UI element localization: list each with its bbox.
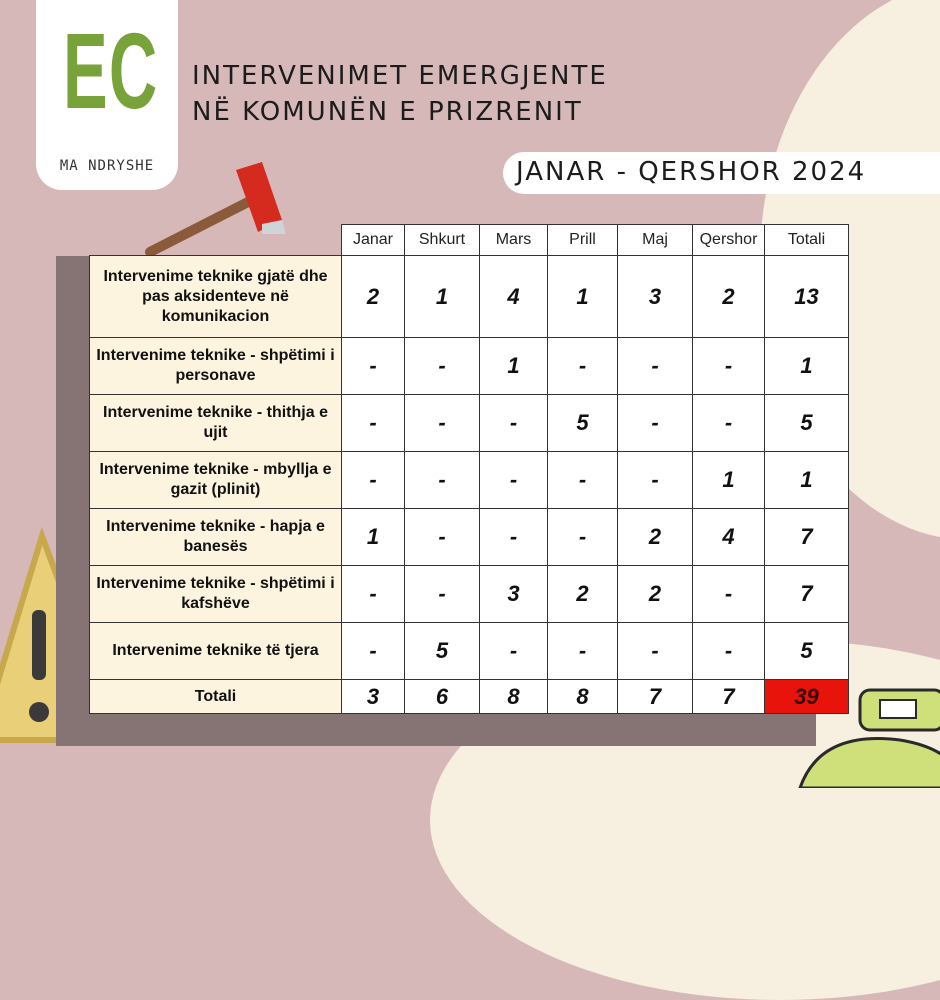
row-label: Intervenime teknike - thithja e ujit [90, 395, 342, 452]
logo-tagline: MA NDRYSHE [59, 158, 155, 174]
table-cell: - [405, 395, 480, 452]
header-row [90, 225, 849, 256]
table-cell: 1 [342, 509, 405, 566]
table-row [90, 256, 849, 338]
table-cell: - [693, 623, 765, 680]
column-total-cell: 7 [693, 680, 765, 714]
table-cell: - [548, 338, 618, 395]
column-total-cell: 8 [480, 680, 548, 714]
column-total-cell: 8 [548, 680, 618, 714]
table-cell: - [618, 395, 693, 452]
table-cell: - [548, 509, 618, 566]
table-cell: - [342, 566, 405, 623]
total-row-label: Totali [90, 680, 342, 714]
column-header: Prill [548, 225, 618, 256]
title-line-1: INTERVENIMET EMERGJENTE [192, 61, 608, 91]
interventions-table [89, 224, 849, 714]
table-cell: 4 [480, 256, 548, 338]
row-label: Intervenime teknike - mbyllja e gazit (plinit) [90, 452, 342, 509]
row-label: Intervenime teknike të tjera [90, 623, 342, 680]
table-corner [90, 225, 342, 256]
table-cell: - [405, 338, 480, 395]
column-header: Maj [618, 225, 693, 256]
table-cell: - [342, 452, 405, 509]
column-header: Mars [480, 225, 548, 256]
table-row [90, 566, 849, 623]
column-header: Janar [342, 225, 405, 256]
table-cell: 1 [548, 256, 618, 338]
table-cell: - [405, 566, 480, 623]
table-cell: - [693, 566, 765, 623]
row-total-cell: 1 [765, 452, 849, 509]
period-label: JANAR - QERSHOR 2024 [516, 157, 867, 187]
table-cell: - [342, 395, 405, 452]
row-label: Intervenime teknike - hapja e banesës [90, 509, 342, 566]
table-cell: - [618, 623, 693, 680]
row-label: Intervenime teknike gjatë dhe pas aksidenteve në komunikacion [90, 256, 342, 338]
table-cell: 3 [480, 566, 548, 623]
table-cell: 3 [618, 256, 693, 338]
table-cell: 2 [618, 566, 693, 623]
column-total-cell: 3 [342, 680, 405, 714]
table-cell: - [405, 452, 480, 509]
table-row [90, 338, 849, 395]
table-cell: - [480, 452, 548, 509]
table-cell: - [405, 509, 480, 566]
table-cell: - [548, 452, 618, 509]
table-cell: - [548, 623, 618, 680]
table-cell: 1 [405, 256, 480, 338]
table-cell: - [693, 395, 765, 452]
column-total-cell: 6 [405, 680, 480, 714]
table-row [90, 452, 849, 509]
row-label: Intervenime teknike - shpëtimi i personave [90, 338, 342, 395]
column-header: Totali [765, 225, 849, 256]
table-cell: - [480, 623, 548, 680]
table-cell: 5 [548, 395, 618, 452]
table-cell: - [693, 338, 765, 395]
column-header: Qershor [693, 225, 765, 256]
table-cell: 2 [342, 256, 405, 338]
title-line-2: NË KOMUNËN E PRIZRENIT [192, 97, 583, 127]
table-cell: 2 [618, 509, 693, 566]
table-cell: 2 [548, 566, 618, 623]
table-cell: - [480, 509, 548, 566]
logo-mark: EC [62, 10, 159, 131]
table-cell: - [342, 338, 405, 395]
grand-total-cell: 39 [765, 680, 849, 714]
row-total-cell: 1 [765, 338, 849, 395]
table-cell: - [480, 395, 548, 452]
row-total-cell: 5 [765, 623, 849, 680]
column-header: Shkurt [405, 225, 480, 256]
table-cell: 4 [693, 509, 765, 566]
table-row [90, 509, 849, 566]
total-row [90, 680, 849, 714]
row-total-cell: 5 [765, 395, 849, 452]
table-cell: - [618, 452, 693, 509]
column-total-cell: 7 [618, 680, 693, 714]
row-total-cell: 7 [765, 509, 849, 566]
row-total-cell: 13 [765, 256, 849, 338]
table-cell: 2 [693, 256, 765, 338]
table-row [90, 623, 849, 680]
table-cell: 1 [480, 338, 548, 395]
table-row [90, 395, 849, 452]
row-label: Intervenime teknike - shpëtimi i kafshëve [90, 566, 342, 623]
table-cell: - [618, 338, 693, 395]
table-cell: 1 [693, 452, 765, 509]
row-total-cell: 7 [765, 566, 849, 623]
table-cell: 5 [405, 623, 480, 680]
table-cell: - [342, 623, 405, 680]
